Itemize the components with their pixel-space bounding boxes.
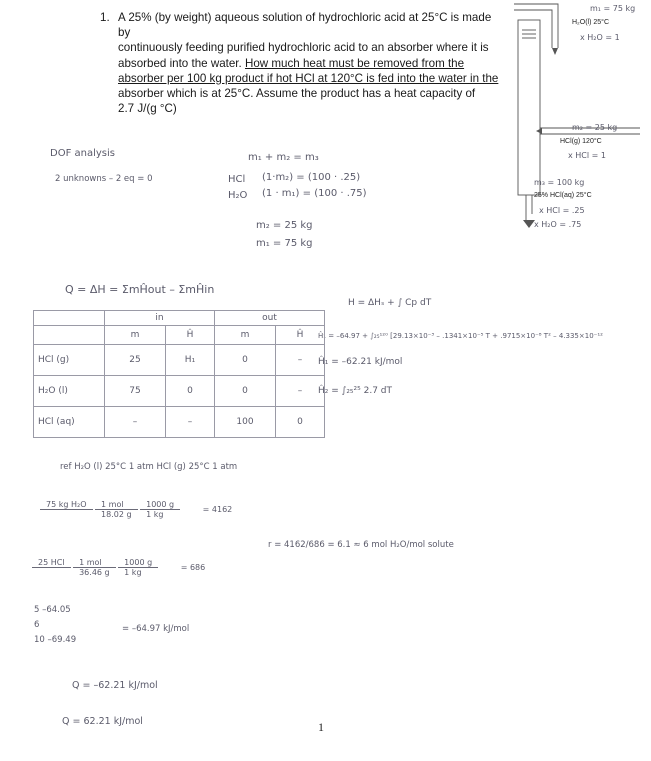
mole-ratio: r = 4162/686 = 6.1 ≈ 6 mol H₂O/mol solute (268, 540, 454, 550)
interp-row: 6 (34, 620, 40, 630)
total-balance: m₁ + m₂ = m₃ (248, 152, 319, 163)
problem-line (118, 71, 500, 86)
out-h-cell: – (276, 376, 325, 407)
conv-term (95, 500, 138, 519)
hcl-feed-label: HCl(g) 120°C (560, 138, 602, 145)
xhcl-annotation: x HCl = 1 (568, 151, 606, 160)
conv-term (118, 558, 158, 577)
conv-term (32, 558, 71, 577)
h2-equation: Ĥ₂ = ∫₂₅²⁵ 2.7 dT (318, 386, 393, 396)
product-xh2o: x H₂O = .75 (534, 220, 582, 229)
conv-result: = 686 (180, 563, 206, 572)
m1-annotation: m₁ = 75 kg (590, 4, 636, 13)
unknowns-note: 2 unknowns – 2 eq = 0 (55, 174, 153, 184)
out-h-cell: – (276, 345, 325, 376)
interp-row: 10 –69.49 (34, 635, 77, 645)
out-header: out (215, 311, 325, 326)
species-cell: H₂O (l) (34, 376, 105, 407)
energy-balance: Q = ΔH = ΣmĤout – ΣmĤin (65, 283, 215, 296)
inlet-outlet-table (33, 310, 325, 438)
product-label: 25% HCl(aq) 25°C (534, 192, 592, 199)
in-m-cell: 25 (105, 345, 166, 376)
problem-line: A 25% (by weight) aqueous solution of hydrochloric acid at 25°C is made by (118, 11, 492, 40)
in-h-cell: H₁ (166, 345, 215, 376)
water-feed-label: H₂O(l) 25°C (572, 19, 610, 26)
m1-result: m₁ = 75 kg (256, 238, 313, 249)
problem-line: absorber which is at 25°C. Assume the product has a heat capacity of (118, 87, 476, 101)
species-cell: HCl (g) (34, 345, 105, 376)
m3-annotation: m₃ = 100 kg (534, 178, 585, 187)
conv-num: 1000 g (140, 500, 180, 510)
m2-annotation: m₂ = 25 kg (572, 123, 618, 132)
conv-den: 36.46 g (79, 568, 110, 577)
interp-row: 5 –64.05 (34, 605, 71, 615)
in-m-cell: 75 (105, 376, 166, 407)
h1-result: Ĥ₁ = –62.21 kJ/mol (318, 357, 403, 367)
table-corner (34, 326, 105, 345)
conv-den (32, 568, 71, 577)
conv-term (40, 500, 93, 519)
table-subheader-row (34, 326, 325, 345)
problem-line: continuously feeding purified hydrochloric acid to an absorber where it is (118, 41, 489, 55)
problem-question: How much heat must be removed from the (244, 56, 465, 70)
out-h-header: Ĥ (276, 326, 325, 345)
out-h-cell: 0 (276, 407, 325, 438)
table-row (34, 407, 325, 438)
water-conversion (40, 500, 232, 519)
conv-num: 1 mol (73, 558, 116, 568)
in-header: in (105, 311, 215, 326)
problem-line (118, 56, 500, 71)
conv-term (73, 558, 116, 577)
out-m-cell: 0 (215, 345, 276, 376)
problem-text: absorbed into the water. (118, 56, 245, 70)
conv-den: 18.02 g (101, 510, 132, 519)
reference-states: ref H₂O (l) 25°C 1 atm HCl (g) 25°C 1 atm (60, 462, 238, 472)
conv-num: 75 kg H₂O (40, 500, 93, 510)
absorber-diagram (500, 0, 651, 240)
problem-number: 1. (100, 11, 110, 24)
enthalpy-path: H = ΔHₛ + ∫ Cp dT (348, 298, 432, 308)
conv-num: 1000 g (118, 558, 158, 568)
problem-statement (100, 10, 500, 116)
conv-num: 25 HCl (32, 558, 71, 568)
m2-result: m₂ = 25 kg (256, 220, 313, 231)
table-corner (34, 311, 105, 326)
in-h-cell: – (166, 407, 215, 438)
species-cell: HCl (aq) (34, 407, 105, 438)
q-final: Q = 62.21 kJ/mol (62, 716, 143, 727)
hcl-balance-label: HCl (228, 174, 246, 185)
hcl-balance: (1·m₂) = (100 · .25) (262, 172, 361, 183)
out-m-cell: 100 (215, 407, 276, 438)
in-m-cell: – (105, 407, 166, 438)
out-m-cell: 0 (215, 376, 276, 407)
conv-result: = 4162 (202, 505, 233, 514)
table-row (34, 376, 325, 407)
table-row (34, 345, 325, 376)
table-header-row (34, 311, 325, 326)
q-result: Q = –62.21 kJ/mol (72, 680, 158, 691)
xh2o-annotation: x H₂O = 1 (580, 33, 620, 42)
conv-term (140, 500, 180, 519)
in-h-cell: 0 (166, 376, 215, 407)
h2o-balance: (1 · m₁) = (100 · .75) (262, 188, 367, 199)
conv-den: 1 kg (146, 510, 164, 519)
dof-heading: DOF analysis (50, 148, 115, 159)
conv-num: 1 mol (95, 500, 138, 510)
conv-den: 1 kg (124, 568, 142, 577)
conv-den (40, 510, 93, 519)
in-h-header: Ĥ (166, 326, 215, 345)
product-xhcl: x HCl = .25 (539, 206, 585, 215)
h2o-balance-label: H₂O (228, 190, 248, 201)
in-m-header: m (105, 326, 166, 345)
h1-equation: Ĥ₁ = –64.97 + ∫₂₅¹²⁰ [29.13×10⁻³ – .1341×10⁻⁵ T + .9715×10⁻⁸ T² – 4.335×10⁻¹² (318, 332, 603, 340)
problem-question: absorber per 100 kg product if hot HCl at 120°C is fed into the water in the (118, 71, 499, 85)
page-number: 1 (318, 720, 324, 734)
problem-line: 2.7 J/(g °C) (118, 102, 177, 116)
out-m-header: m (215, 326, 276, 345)
hcl-conversion (32, 558, 205, 577)
interp-result: = –64.97 kJ/mol (122, 624, 190, 634)
